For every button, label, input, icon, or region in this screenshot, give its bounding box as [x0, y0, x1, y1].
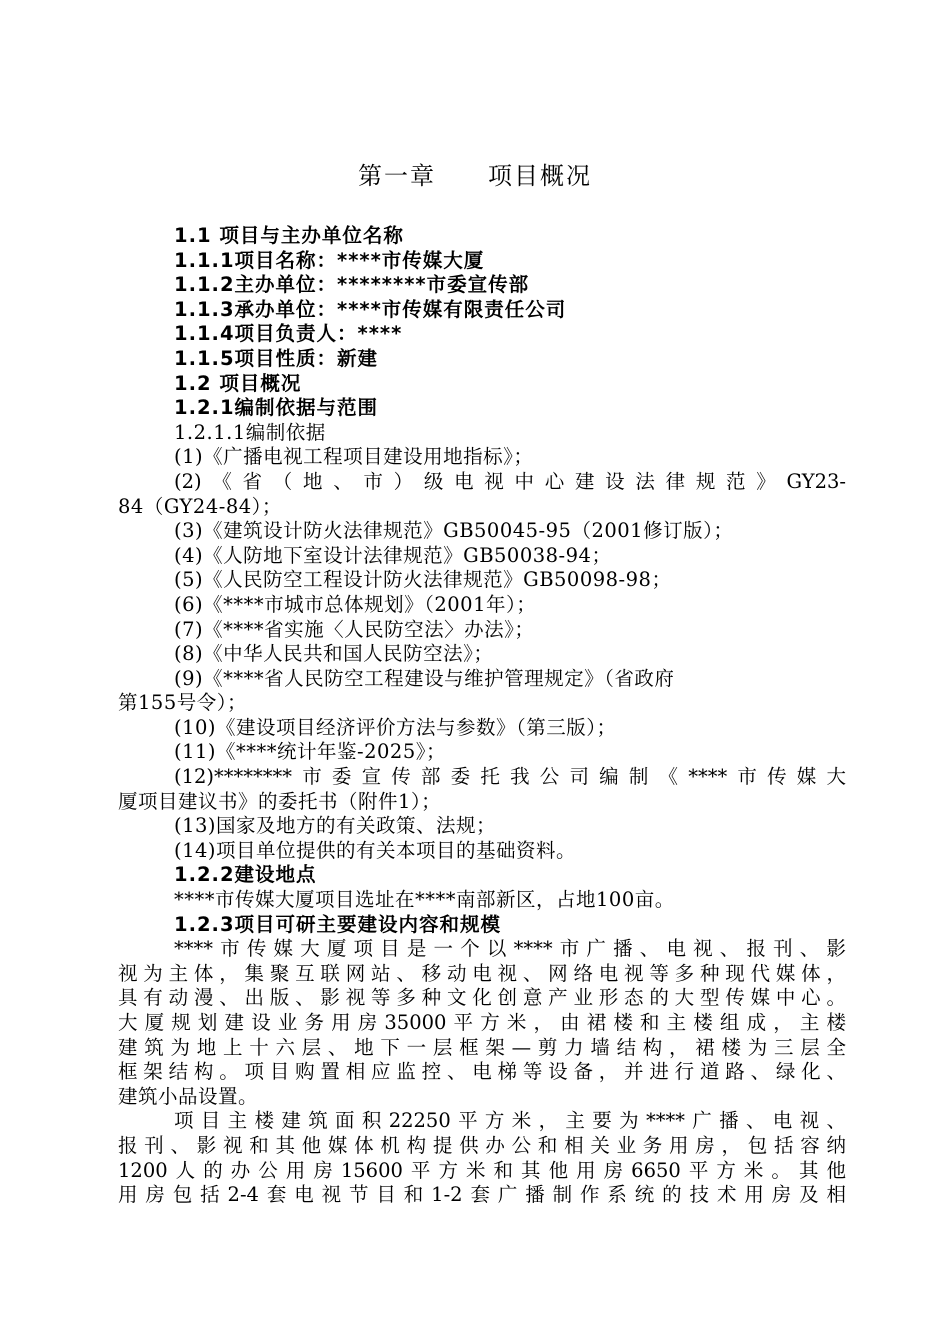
text-line: (2)《省（地、市）级电视中心建设法律规范》GY23- [174, 469, 846, 493]
section-heading: 1.1.2主办单位：********市委宣传部 [174, 273, 530, 297]
text-line: 项目主楼建筑面积22250平方米，主要为****广播、电视、 [174, 1109, 846, 1133]
text-line: (14)项目单位提供的有关本项目的基础资料。 [174, 838, 577, 862]
text-line: (10)《建设项目经济评价方法与参数》（第三版）； [174, 715, 617, 739]
chapter-title: 第一章 项目概况 [358, 162, 592, 190]
section-heading: 1.1 项目与主办单位名称 [174, 224, 404, 247]
section-heading: 1.1.3承办单位：****市传媒有限责任公司 [174, 297, 567, 321]
text-line: (9)《****省人民防空工程建设与维护管理规定》（省政府 [174, 666, 675, 690]
text-line: (5)《人民防空工程设计防火法律规范》GB50098-98； [174, 568, 672, 592]
text-line: (6)《****市城市总体规划》（2001年）； [174, 592, 537, 616]
text-line: (11)《****统计年鉴-2025》； [174, 740, 446, 764]
text-line: 具有动漫、出版、影视等多种文化创意产业形态的大型传媒中心。 [118, 986, 846, 1010]
text-line: 框架结构。项目购置相应监控、电梯等设备，并进行道路、绿化、 [118, 1060, 846, 1084]
text-line: 视为主体，集聚互联网站、移动电视、网络电视等多种现代媒体， [118, 961, 846, 985]
section-heading: 1.2.3项目可研主要建设内容和规模 [174, 912, 502, 936]
section-heading: 1.1.5项目性质：新建 [174, 346, 379, 370]
text-line: 报刊、影视和其他媒体机构提供办公和相关业务用房，包括容纳 [118, 1133, 846, 1157]
document-body [118, 224, 846, 1208]
text-line: 84（GY24-84）； [118, 494, 282, 518]
text-line: (8)《中华人民共和国人民防空法》； [174, 642, 494, 666]
section-heading: 1.2.2建设地点 [174, 863, 317, 887]
text-line: 第155号令）； [118, 691, 247, 715]
text-line: 建筑为地上十六层、地下一层框架—剪力墙结构，裙楼为三层全 [118, 1035, 846, 1059]
text-line: 建筑小品设置。 [118, 1084, 259, 1108]
section-heading: 1.1.1项目名称：****市传媒大厦 [174, 248, 485, 272]
text-line: 厦项目建议书》的委托书（附件1）； [118, 789, 442, 813]
text-line: 用房包括2-4套电视节目和1-2套广播制作系统的技术用房及相 [118, 1183, 846, 1207]
text-line: (12)********市委宣传部委托我公司编制《****市传媒大 [174, 765, 846, 789]
section-heading: 1.2.1编制依据与范围 [174, 396, 379, 420]
text-line: (3)《建筑设计防火法律规范》GB50045-95（2001修订版）； [174, 519, 734, 543]
text-line: (4)《人防地下室设计法律规范》GB50038-94； [174, 543, 612, 567]
text-line: ****市传媒大厦项目选址在****南部新区，占地100亩。 [174, 888, 675, 912]
text-line: (7)《****省实施〈人民防空法〉办法》； [174, 617, 535, 641]
text-line: 大厦规划建设业务用房35000平方米，由裙楼和主楼组成，主楼 [118, 1011, 846, 1034]
section-heading: 1.2 项目概况 [174, 371, 302, 395]
section-heading: 1.1.4项目负责人：**** [174, 322, 403, 346]
text-line: (13)国家及地方的有关政策、法规； [174, 814, 497, 838]
text-line: ****市传媒大厦项目是一个以****市广播、电视、报刊、影 [174, 937, 846, 961]
text-line: (1)《广播电视工程项目建设用地指标》； [174, 445, 534, 469]
text-line: 1200人的办公用房15600平方米和其他用房6650平方米。其他 [118, 1158, 846, 1182]
text-line: 1.2.1.1编制依据 [174, 420, 326, 444]
